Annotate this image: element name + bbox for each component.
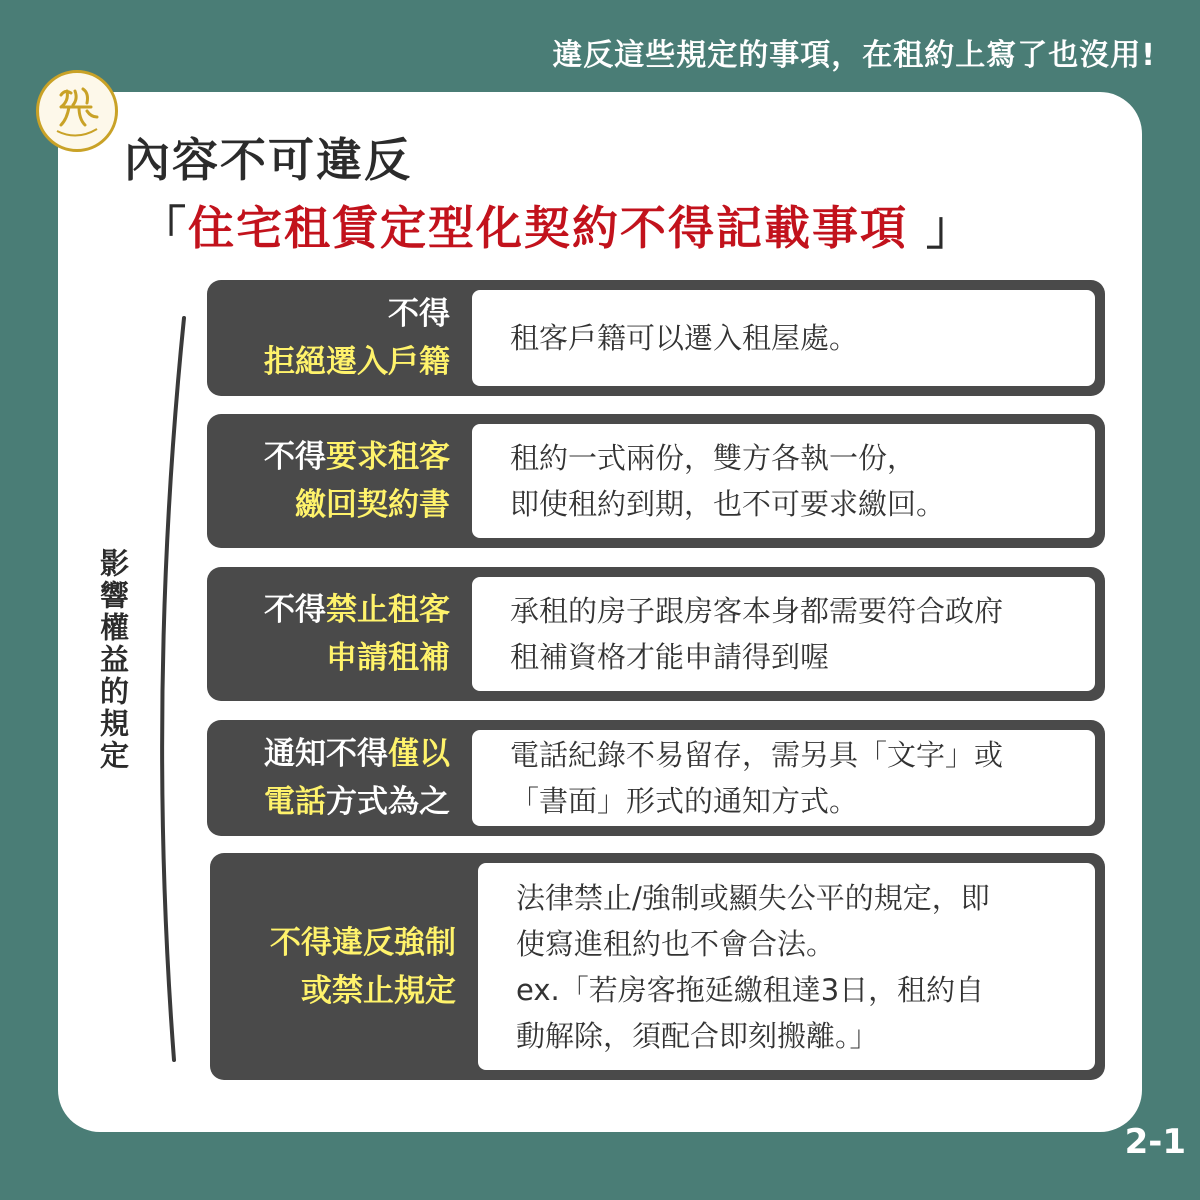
rule-label: [207, 567, 472, 701]
rule-description-line: 動解除，須配合即刻搬離。」: [516, 1018, 879, 1053]
open-bracket: 「: [140, 201, 188, 255]
rule-description-line: 承租的房子跟房客本身都需要符合政府: [510, 594, 1004, 628]
rule-label: [207, 720, 472, 836]
rule-label-line: [326, 634, 450, 682]
rule-label-highlight: 僅以: [388, 736, 450, 772]
rule-label-text: 通知不得: [264, 736, 388, 772]
rule-card: [207, 567, 1105, 701]
rule-description: [472, 424, 1095, 538]
rule-label-line: [264, 433, 450, 481]
rule-card: [207, 280, 1105, 396]
page-number: 2-1: [1124, 1122, 1186, 1162]
rule-card: [207, 414, 1105, 548]
rule-description-line: 租補資格才能申請得到喔: [510, 640, 830, 674]
rule-description-line: 電話紀錄不易留存，需另具「文字」或: [510, 738, 1004, 772]
rule-description: [472, 577, 1095, 691]
rule-label-text: 不得: [264, 592, 326, 628]
close-bracket: 」: [908, 201, 975, 255]
title-red-text: 住宅租賃定型化契約不得記載事項: [188, 201, 908, 255]
rule-card: [207, 720, 1105, 836]
rule-description-line: ex.「若房客拖延繳租達3日，租約自: [516, 972, 985, 1007]
rule-label-highlight: 拒絕遷入戶籍: [264, 344, 450, 380]
rule-card: [210, 853, 1105, 1080]
rule-label-highlight: 不得違反強制: [270, 924, 456, 961]
rule-description-line: 法律禁止/強制或顯失公平的規定，即: [516, 880, 990, 915]
rule-description: [478, 863, 1095, 1070]
rule-label-highlight: 電話: [264, 784, 326, 820]
rule-description-line: 即使租約到期，也不可要求繳回。: [510, 487, 946, 521]
rule-label-highlight: 要求租客: [326, 439, 450, 475]
rule-label: [210, 853, 478, 1080]
side-label: 影響權益的規定: [96, 548, 130, 772]
rule-label-line: [264, 730, 450, 778]
rule-label-highlight: 禁止租客: [326, 592, 450, 628]
rule-label-line: [264, 778, 450, 826]
rule-label-highlight: 申請租補: [326, 640, 450, 676]
title-line-1: 內容不可違反: [124, 133, 412, 187]
title-line-2: [140, 192, 974, 258]
rule-label-text: 不得: [264, 439, 326, 475]
rule-description-line: 租約一式兩份，雙方各執一份，: [510, 441, 917, 475]
rule-label-highlight: 或禁止規定: [301, 972, 456, 1009]
rule-label-highlight: 繳回契約書: [295, 487, 450, 523]
rule-label-line: [301, 967, 456, 1015]
rule-label-line: [270, 919, 456, 967]
rule-description-line: 使寫進租約也不會合法。: [516, 926, 836, 961]
side-bracket: [140, 312, 200, 1072]
rule-label-text: 方式為之: [326, 784, 450, 820]
rule-label-line: [264, 586, 450, 634]
rule-description-line: 租客戶籍可以遷入租屋處。: [510, 321, 859, 355]
top-banner: 違反這些規定的事項，在租約上寫了也沒用!: [552, 38, 1156, 73]
rule-label: [207, 414, 472, 548]
rule-label-line: [388, 290, 450, 338]
rule-description: [472, 730, 1095, 826]
brand-logo-icon: [36, 70, 118, 152]
rule-label-text: 不得: [388, 296, 450, 332]
rule-description: [472, 290, 1095, 386]
rule-label: [207, 280, 472, 396]
rule-label-line: [264, 338, 450, 386]
rule-label-line: [295, 481, 450, 529]
rule-description-line: 「書面」形式的通知方式。: [510, 784, 859, 818]
